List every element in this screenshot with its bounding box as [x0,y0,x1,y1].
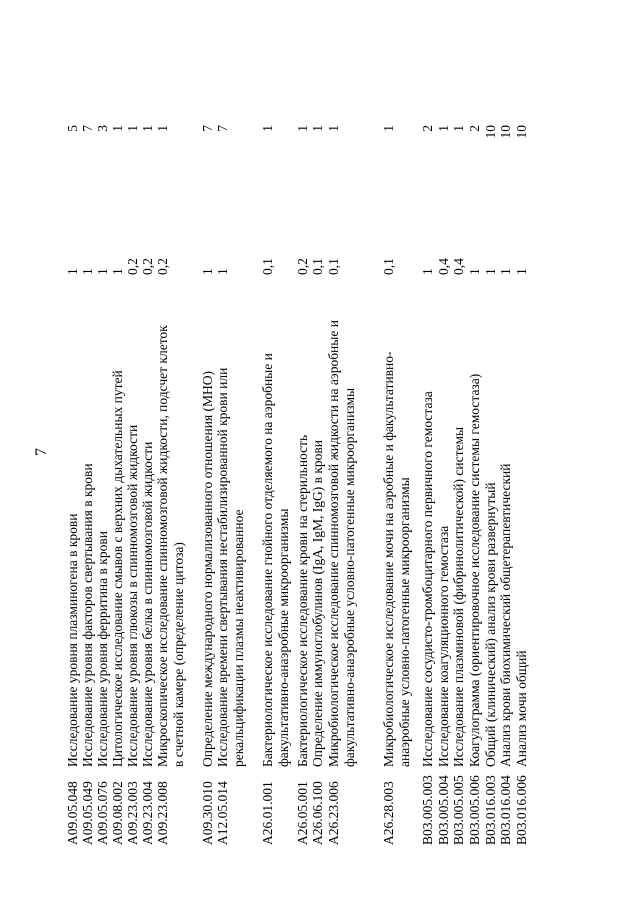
service-code: B03.005.003 [420,775,435,845]
multiplicity-value: 1 [310,125,325,132]
service-name: Микроскопическое исследование спинномозговой жидкости, подсчет клеток в счетной камере (определение цитоза) [155,325,186,767]
multiplicity-value: 5 [65,125,80,132]
frequency-value: 0,2 [125,258,140,275]
service-name: Анализ мочи общий [514,650,529,767]
page-number: 7 [33,448,50,456]
service-name: Цитологическое исследование смывов с верхних дыхательных путей [110,370,125,767]
multiplicity-value: 2 [420,125,435,132]
service-name: Исследование коагуляционного гемостаза [436,525,451,767]
service-name: Исследование уровня глюкозы в спинномозговой жидкости [125,424,140,767]
service-code: A09.23.008 [155,781,170,845]
service-code: B03.005.004 [436,775,451,845]
frequency-value: 0,4 [436,258,451,275]
frequency-value: 0,1 [260,258,275,275]
frequency-value: 0,2 [140,258,155,275]
service-name: Бактериологическое исследование гнойного отделяемого на аэробные и факультативно-анаэробные микроорганизмы [260,353,291,767]
multiplicity-value: 1 [295,125,310,132]
frequency-value: 1 [65,268,80,275]
frequency-value: 0,1 [326,258,341,275]
service-code: A09.05.076 [95,781,110,845]
service-code: A09.23.003 [125,781,140,845]
frequency-value: 1 [215,268,230,275]
service-name: Коагулограмма (ориентировочное исследование системы гемостаза) [467,373,482,767]
multiplicity-value: 2 [467,125,482,132]
multiplicity-value: 7 [215,125,230,132]
service-code: B03.005.006 [467,775,482,845]
services-table [65,125,545,845]
frequency-value: 1 [80,268,95,275]
service-name: Определение иммуноглобулинов (IgA, IgM, IgG) в крови [310,439,325,767]
service-code: A12.05.014 [215,781,230,845]
multiplicity-value: 1 [436,125,451,132]
frequency-value: 1 [483,268,498,275]
frequency-value: 1 [514,268,529,275]
service-name: Микробиологическое исследование мочи на аэробные и факультативно-анаэробные условно-патогенные микроорганизмы [381,351,412,767]
frequency-value: 0,2 [155,258,170,275]
service-code: A26.06.100 [310,781,325,845]
service-name: Исследование уровня факторов свертывания в крови [80,463,95,767]
service-name: Бактериологическое исследование крови на стерильность [295,434,310,767]
multiplicity-value: 1 [125,125,140,132]
multiplicity-value: 10 [483,125,498,139]
service-name: Исследование времени свертывания нестабилизированной крови или рекальцификации плазмы неактивированное [215,367,246,767]
frequency-value: 0,4 [451,258,466,275]
service-code: A09.08.002 [110,781,125,845]
frequency-value: 1 [200,268,215,275]
multiplicity-value: 10 [498,125,513,139]
service-name: Общий (клинический) анализ крови развернутый [483,482,498,767]
service-name: Микробиологическое исследование спинномозговой жидкости на аэробные и факультативно-анаэробные условно-патогенные микроорганизмы [326,320,357,767]
service-name: Исследование уровня ферритина в крови [95,531,110,767]
service-code: A09.30.010 [200,781,215,845]
multiplicity-value: 7 [80,125,95,132]
service-name: Исследование уровня плазминогена в крови [65,513,80,767]
frequency-value: 1 [467,268,482,275]
service-code: A26.01.001 [260,781,275,845]
service-code: A26.23.006 [326,781,341,845]
service-name: Анализ крови биохимический общетерапевтический [498,463,513,767]
service-code: B03.005.005 [451,775,466,845]
frequency-value: 1 [110,268,125,275]
multiplicity-value: 10 [514,125,529,139]
service-code: B03.016.004 [498,775,513,845]
frequency-value: 1 [420,268,435,275]
multiplicity-value: 1 [140,125,155,132]
multiplicity-value: 3 [95,125,110,132]
service-code: B03.016.006 [514,775,529,845]
service-code: A26.05.001 [295,781,310,845]
multiplicity-value: 1 [451,125,466,132]
multiplicity-value: 7 [200,125,215,132]
multiplicity-value: 1 [326,125,341,132]
multiplicity-value: 1 [110,125,125,132]
service-code: B03.016.003 [483,775,498,845]
multiplicity-value: 1 [381,125,396,132]
service-code: A09.05.048 [65,781,80,845]
multiplicity-value: 1 [260,125,275,132]
service-code: A26.28.003 [381,781,396,845]
service-code: A09.05.049 [80,781,95,845]
service-name: Исследование уровня белка в спинномозговой жидкости [140,441,155,767]
frequency-value: 1 [498,268,513,275]
frequency-value: 0,2 [295,258,310,275]
service-name: Определение международного нормализованного отношения (МНО) [200,370,215,767]
frequency-value: 0,1 [310,258,325,275]
frequency-value: 0,1 [381,258,396,275]
multiplicity-value: 1 [155,125,170,132]
service-name: Исследование сосудисто-тромбоцитарного первичного гемостаза [420,391,435,767]
service-code: A09.23.004 [140,781,155,845]
service-name: Исследование плазминовой (фибринолитической) системы [451,426,466,767]
frequency-value: 1 [95,268,110,275]
